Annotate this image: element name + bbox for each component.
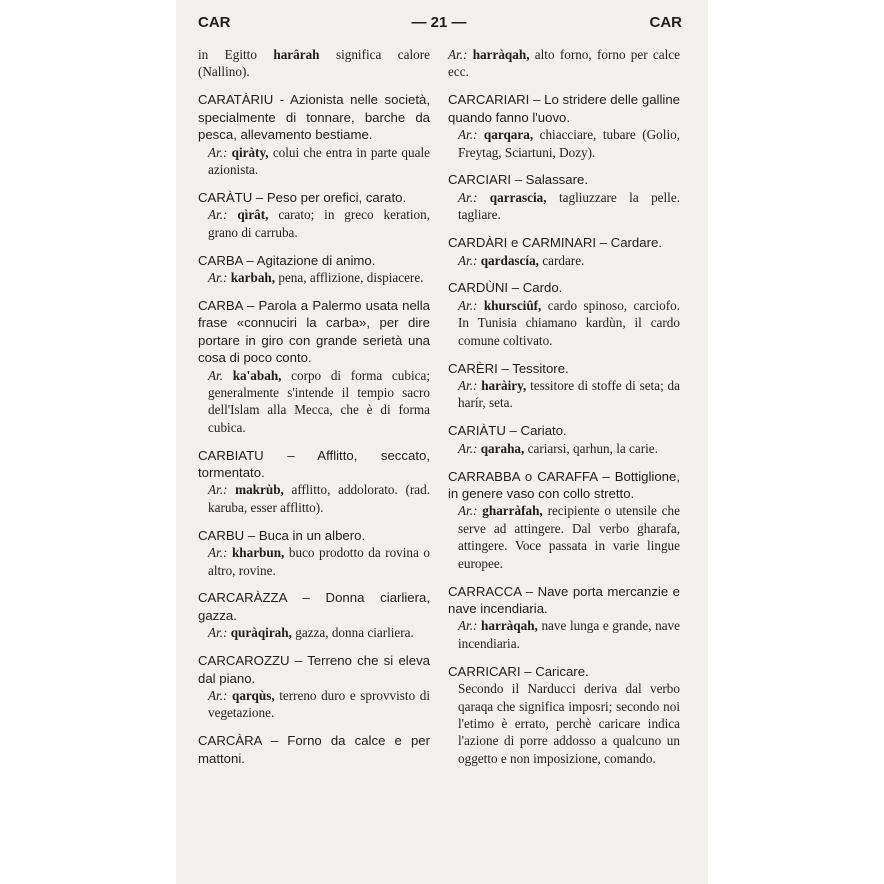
arabic-label: Ar.: [208,269,231,285]
dictionary-entry [198,589,430,641]
dictionary-page [176,0,708,884]
entry-definition: – Lo stridere delle galline quando fanno l'uovo. [448,92,680,125]
entry-heading [198,527,430,544]
arabic-word: qaraha, [480,440,528,456]
entry-etymology [198,367,430,437]
dictionary-entry [198,297,430,436]
entry-term: CARÈRI [448,360,502,376]
etymology-text: afflitto, addolorato. (rad. karuba, esser afflitto). [208,482,430,515]
etymology-text: colui che entra in parte quale azionista. [208,144,430,177]
entry-etymology [198,269,430,286]
dictionary-entry [448,422,680,457]
etymology-text: carato; in greco keration, grano di carruba. [208,207,431,240]
etymology-text: tessitore di stoffe di seta; da harír, seta. [458,378,680,411]
entry-etymology [198,544,430,579]
arabic-word: qarrascia, [489,189,559,205]
arabic-word: haràiry, [481,378,531,393]
entry-heading [198,91,430,143]
entry-definition: – Buca in un albero. [247,527,366,543]
arabic-label: Ar.: [458,189,490,205]
arabic-word: qardascía, [480,252,543,268]
etymology-text: buco prodotto da rovina o altro, rovine. [208,545,430,578]
entry-definition: – Terreno che si eleva dal piano. [198,653,430,686]
entry-etymology [198,624,430,641]
entry-definition: – Parola a Palermo usata nella frase «connuciri la carba», per dire portare in giro con grande serietà una cosa di poco conto. [198,297,430,366]
etymology-text: alto forno, forno per calce ecc. [448,47,681,80]
entry-term: CARRICARI [448,663,525,679]
entry-term: CARCARÀZZA [198,590,303,606]
right-column [448,46,680,778]
entry-etymology [448,617,680,652]
etymology-text: nave lunga e grande, nave incendiaria. [458,618,680,651]
arabic-word: qiràty, [231,144,273,160]
dictionary-entry [448,663,680,767]
entry-heading [198,252,430,269]
entry-text: in Egitto [198,47,274,62]
arabic-word: harârah [273,47,336,62]
dictionary-entry [448,91,680,161]
entry-term: CARIÀTU [448,423,510,439]
entry-term: CARCARIARI [448,92,534,108]
entry-etymology [448,189,680,224]
arabic-label: Ar.: [208,688,232,703]
entry-term: CARBA [198,252,247,268]
entry-etymology [198,481,430,516]
entry-heading [198,732,430,767]
arabic-label: Ar.: [458,503,483,519]
arabic-word: makrùb, [235,482,292,498]
entry-definition: – Agitazione di animo. [246,252,376,268]
page-number: — 21 — [411,14,467,31]
entry-definition: – Donna ciarliera, gazza. [198,590,431,623]
arabic-label: Ar.: [208,144,232,160]
arabic-label: Ar.: [208,545,232,561]
entry-definition: – Nave porta mercanzie e nave incendiaria. [448,583,681,616]
entry-etymology [198,687,430,722]
arabic-word: qarqùs, [231,688,280,703]
entry-heading [198,297,430,367]
entry-heading [448,422,680,439]
entry-term: CARDÀRI e CARMINARI [448,235,600,251]
arabic-label: Ar.: [208,207,238,223]
entry-etymology [448,440,680,457]
entry-definition: – Cardare. [599,235,662,251]
arabic-word: qarqara, [483,127,540,143]
entry-heading [448,583,680,618]
arabic-word: gharràfah, [482,503,548,519]
entry-heading [448,171,680,188]
etymology-text: recipiente o utensile che serve ad attingere. Dal verbo gharafa, attingere. Voce passata in varie lingue europee. [458,503,680,571]
entry-etymology [448,297,680,349]
etymology-text: cardo spinoso, carciofo. In Tunisia chiamano kardùn, il cardo comune coltivato. [458,297,680,348]
arabic-label: Ar.: [208,625,231,641]
arabic-word: harràqah, [481,618,542,634]
entry-term: CARCÀRA [198,733,271,749]
entry-heading [448,360,680,377]
arabic-word: karbah, [230,269,279,285]
entry-definition: – Salassare. [514,172,588,188]
etymology-text: pena, afflizione, dispiacere. [278,269,424,285]
dictionary-entry [198,252,430,287]
entry-heading [198,652,430,687]
arabic-label: Ar. [208,367,233,383]
entry-heading [198,189,430,206]
entry-heading [198,589,430,624]
arabic-word: kharbun, [231,545,289,561]
entry-etymology [448,680,680,767]
entry-definition: – Forno da calce e per mattoni. [198,733,430,766]
entry-term: CARÀTU [198,189,256,205]
dictionary-entry [448,468,680,572]
entry-heading [448,468,680,503]
etymology-text: corpo di forma cubica; generalmente s'intende il tempio sacro dell'Islam alla Mecca, che è di forma cubica. [208,367,430,435]
dictionary-entry [448,583,680,653]
entry-heading [198,447,430,482]
header-right-word: CAR [649,14,682,31]
arabic-label: Ar.: [458,297,484,313]
entry-etymology [448,377,680,412]
entry-etymology [448,46,680,81]
etymology-text: gazza, donna ciarliera. [295,625,414,641]
entry-etymology [448,502,680,572]
dictionary-entry [448,171,680,223]
etymology-text: chiacciare, tubare (Golio, Freytag, Sciartuni, Dozy). [458,127,680,160]
dictionary-entry [448,46,680,81]
entry-definition: – Caricare. [524,663,589,679]
entry-heading [448,663,680,680]
entry-term: CARDÙNI [448,280,512,296]
dictionary-entry [198,46,430,81]
arabic-label: Ar.: [448,47,473,62]
etymology-text: terreno duro e sprovvisto di vegetazione. [208,688,431,721]
arabic-label: Ar.: [458,378,482,393]
left-column [198,46,430,778]
entry-term: CARCIARI [448,172,515,188]
entry-etymology [198,206,430,241]
entry-definition: - Azionista nelle società, specialmente di tonnare, barche da pesca, allevamento bestiame. [198,92,430,143]
arabic-label: Ar.: [208,482,236,498]
arabic-label: Ar.: [458,440,481,456]
etymology-text: significa calore (Nallino). [198,47,431,80]
entry-definition: – Cariato. [509,423,567,439]
etymology-text: cardare. [542,252,585,268]
dictionary-entry [198,652,430,722]
entry-definition: – Afflitto, seccato, tormentato. [198,447,430,481]
entry-term: CARRABBA o CARAFFA [448,468,603,484]
arabic-label: Ar.: [458,618,482,634]
dictionary-entry [198,732,430,767]
entry-definition: – Cardo. [511,280,563,296]
entry-etymology [448,126,680,161]
dictionary-entry [448,360,680,412]
dictionary-entry [448,234,680,269]
entry-term: CARBIATU [198,447,288,463]
entry-term: CARRACCA [448,583,526,599]
entry-etymology [448,252,680,269]
entry-heading [448,279,680,296]
entry-heading [448,234,680,251]
entry-definition: – Tessitore. [501,360,569,376]
etymology-text: tagliuzzare la pelle. tagliare. [458,189,680,223]
arabic-word: ka'abah, [232,367,292,383]
arabic-label: Ar.: [458,127,484,143]
arabic-word: khursciûf, [483,297,548,313]
entry-etymology [198,46,430,81]
arabic-word: quràqirah, [230,625,296,641]
etymology-text: cariarsi, qarhun, la carie. [527,440,658,456]
dictionary-entry [198,447,430,517]
dictionary-entry [198,189,430,241]
entry-term: CARCAROZZU [198,653,295,669]
dictionary-entry [198,91,430,178]
dictionary-entry [198,527,430,579]
arabic-word: qìrât, [237,207,279,223]
dictionary-entry [448,279,680,349]
entry-term: CARATÀRIU [198,92,280,108]
header-left-word: CAR [198,14,231,31]
etymology-text: Secondo il Narducci deriva dal verbo qaraqa che significa imposri; secondo noi l'etimo è errato, perchè caricare indica l'azione di porre addosso a qualcuno un oggetto e non imposizione, comando. [458,681,680,766]
page-header [196,14,682,36]
entry-heading [448,91,680,126]
entry-definition: – Peso per orefici, carato. [255,189,407,205]
arabic-word: harràqah, [472,47,535,62]
arabic-label: Ar.: [458,252,481,268]
entry-term: CARBU [198,527,248,543]
entry-definition: – Bottiglione, in genere vaso con collo stretto. [448,468,680,502]
entry-term: CARBA [198,297,247,313]
entry-etymology [198,144,430,179]
